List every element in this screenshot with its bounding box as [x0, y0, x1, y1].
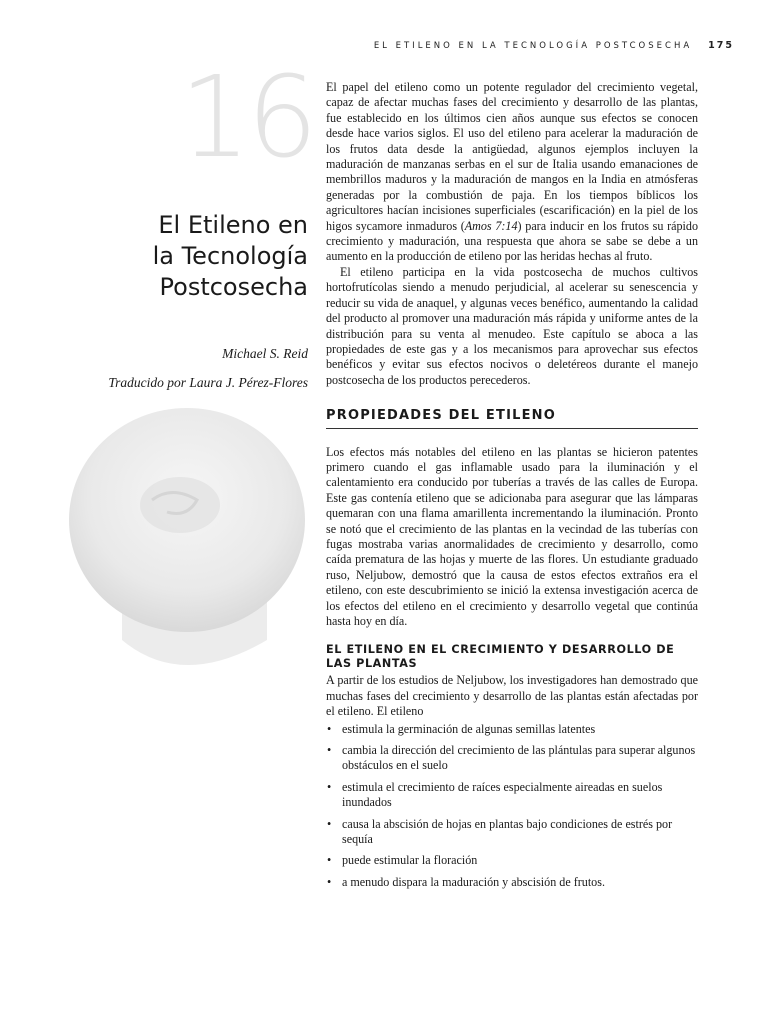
running-head-title: EL ETILENO EN LA TECNOLOGÍA POSTCOSECHA — [373, 41, 693, 51]
author-name: Michael S. Reid — [222, 346, 308, 361]
chapter-title-line: Postcosecha — [159, 273, 308, 301]
intro-text-cont: ) para inducir en los frutos su rápido crecimiento y maduración, una respuesta que ahora se sabe se debe a un aumento en la producción de etileno por las heridas hechas al fruto. — [326, 218, 698, 264]
fruit-illustration — [52, 390, 312, 690]
list-item — [326, 743, 698, 774]
section-paragraph: Los efectos más notables del etileno en las plantas se hicieron patentes primero cuando el gas inflamable usado para la iluminación y el calentamiento era conducido por tuberías a través de las calles de Europa. Este gas contenía etileno que se adicionaba para asegurar que las lámparas quemaran con una flama amarillenta incrementando la iluminación. Pronto se notó que el crecimiento de las plantas en la vecindad de las tuberías con fugas mostraba varias anormalidades de crecimiento y desarrollo, como caída prematura de las hojas y muerte de las flores. Un estudiante graduado ruso, Neljubow, demostró que la causa de estos efectos extraños era el etileno, con este descubrimiento se inició la extensa investigación acerca de los efectos del etileno en el crecimiento y desarrollo vegetal que continúa hasta hoy en día. — [326, 444, 698, 628]
list-item — [326, 817, 698, 848]
main-text-column — [326, 80, 698, 896]
list-item — [326, 722, 698, 737]
effects-list — [326, 722, 698, 891]
chapter-title-line: El Etileno en — [158, 211, 308, 239]
section-heading: PROPIEDADES DEL ETILENO — [326, 408, 698, 428]
bullet-icon: • — [327, 853, 332, 868]
list-item-text: puede estimular la floración — [342, 853, 478, 868]
chapter-title — [100, 210, 308, 303]
list-item-text: estimula el crecimiento de raíces especialmente aireadas en suelos inundados — [342, 779, 663, 810]
bible-reference: Amos 7:14 — [464, 218, 518, 233]
subsection-heading: EL ETILENO EN EL CRECIMIENTO Y DESARROLLO DE LAS PLANTAS — [326, 643, 675, 671]
bullet-icon: • — [327, 816, 332, 831]
intro-paragraph-2: El etileno participa en la vida postcosecha de muchos cultivos hortofrutícolas siendo a menudo perjudicial, al acelerar su senescencia y reducir su vida de anaquel, y algunas veces benéfico, aumentando la calidad del producto al promover una maduración más rápida y uniforme antes de la distribución para su venta al menudeo. Este capítulo se aboca a las propiedades de este gas y a los mecanismos para aprovechar sus efectos benéficos y evitar sus efectos nocivos o deletéreos durante el manejo postcosecha de los productos perecederos. — [326, 264, 698, 387]
list-item-text: causa la abscisión de hojas en plantas bajo condiciones de estrés por sequía — [342, 816, 673, 847]
list-item-text: cambia la dirección del crecimiento de las plántulas para superar algunos obstáculos en el suelo — [342, 743, 696, 773]
page-number: 175 — [708, 40, 734, 51]
bullet-icon: • — [327, 779, 332, 794]
translator-name: Traducido por Laura J. Pérez-Flores — [108, 375, 308, 390]
chapter-number: 16 — [179, 53, 314, 183]
bullet-icon: • — [327, 721, 332, 736]
bullet-icon: • — [327, 743, 332, 758]
subsection-paragraph: A partir de los estudios de Neljubow, los investigadores han demostrado que muchas fases del crecimiento y desarrollo de las plantas están afectadas por el etileno. El etileno — [326, 673, 698, 719]
list-item — [326, 853, 698, 868]
list-item — [326, 780, 698, 811]
intro-text: El papel del etileno como un potente regulador del crecimiento vegetal, capaz de afectar muchas fases del crecimiento y desarrollo de las plantas, fue establecido en los últimos cien años aunque sus efectos se conocen desde hace varios siglos. El uso del etileno para acelerar la maduración de los frutos data desde la antigüedad, algunos ejemplos incluyen la maduración de manzanas serbas en el sur de Italia usando emanaciones de membrillos maduros y la maduración de mangos en la India en atmósferas generadas por la combustión de paja. En los tiempos bíblicos los agricultores hacían incisiones superficiales (escarificación) en la piel de los higos sycamore inmaduros ( — [326, 80, 698, 233]
list-item — [326, 875, 698, 890]
intro-paragraph — [326, 80, 698, 265]
bullet-icon: • — [327, 874, 332, 889]
list-item-text: a menudo dispara la maduración y abscisión de frutos. — [342, 874, 605, 889]
running-head — [374, 40, 734, 51]
list-item-text: estimula la germinación de algunas semillas latentes — [342, 721, 596, 736]
chapter-title-line: la Tecnología — [152, 242, 308, 270]
